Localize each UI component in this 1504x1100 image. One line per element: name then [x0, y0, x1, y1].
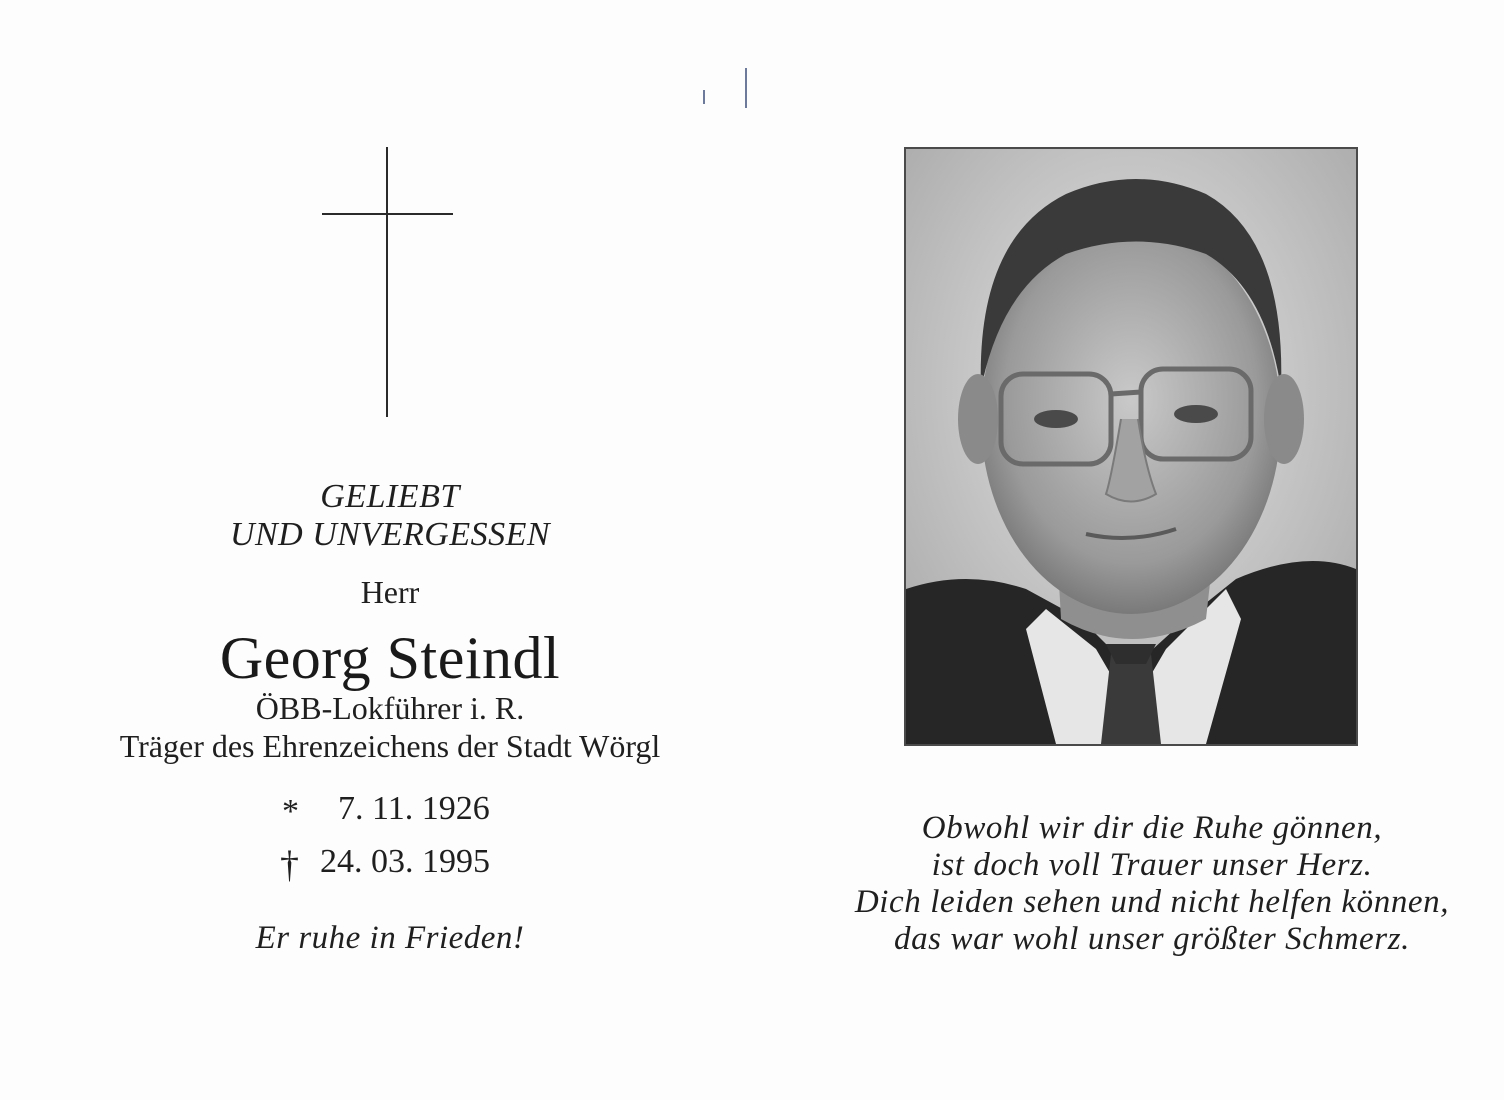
fold-mark [703, 90, 705, 104]
birth-date: 7. 11. 1926 [338, 790, 490, 827]
cross-horizontal-bar [322, 213, 453, 215]
portrait-illustration [906, 149, 1356, 744]
salutation: Herr [360, 574, 420, 610]
portrait-photo [904, 147, 1358, 746]
motto-line-2: UND UNVERGESSEN [229, 516, 551, 553]
cross-vertical-bar [386, 147, 388, 417]
poem-line-1: Obwohl wir dir die Ruhe gönnen, [921, 810, 1383, 846]
motto-line-1: GELIEBT [320, 478, 460, 515]
poem-line-2: ist doch voll Trauer unser Herz. [931, 847, 1373, 883]
birth-star-icon: * [282, 793, 299, 830]
death-cross-icon: † [280, 844, 299, 886]
closing-blessing: Er ruhe in Frieden! [255, 920, 525, 956]
death-date: 24. 03. 1995 [320, 843, 490, 880]
poem-line-4: das war wohl unser größter Schmerz. [893, 921, 1411, 957]
fold-mark [745, 68, 747, 108]
occupation: ÖBB-Lokführer i. R. [255, 690, 525, 726]
poem-line-3: Dich leiden sehen und nicht helfen können, [854, 884, 1450, 920]
honor-title: Träger des Ehrenzeichens der Stadt Wörgl [119, 728, 661, 764]
deceased-name: Georg Steindl [219, 625, 561, 691]
